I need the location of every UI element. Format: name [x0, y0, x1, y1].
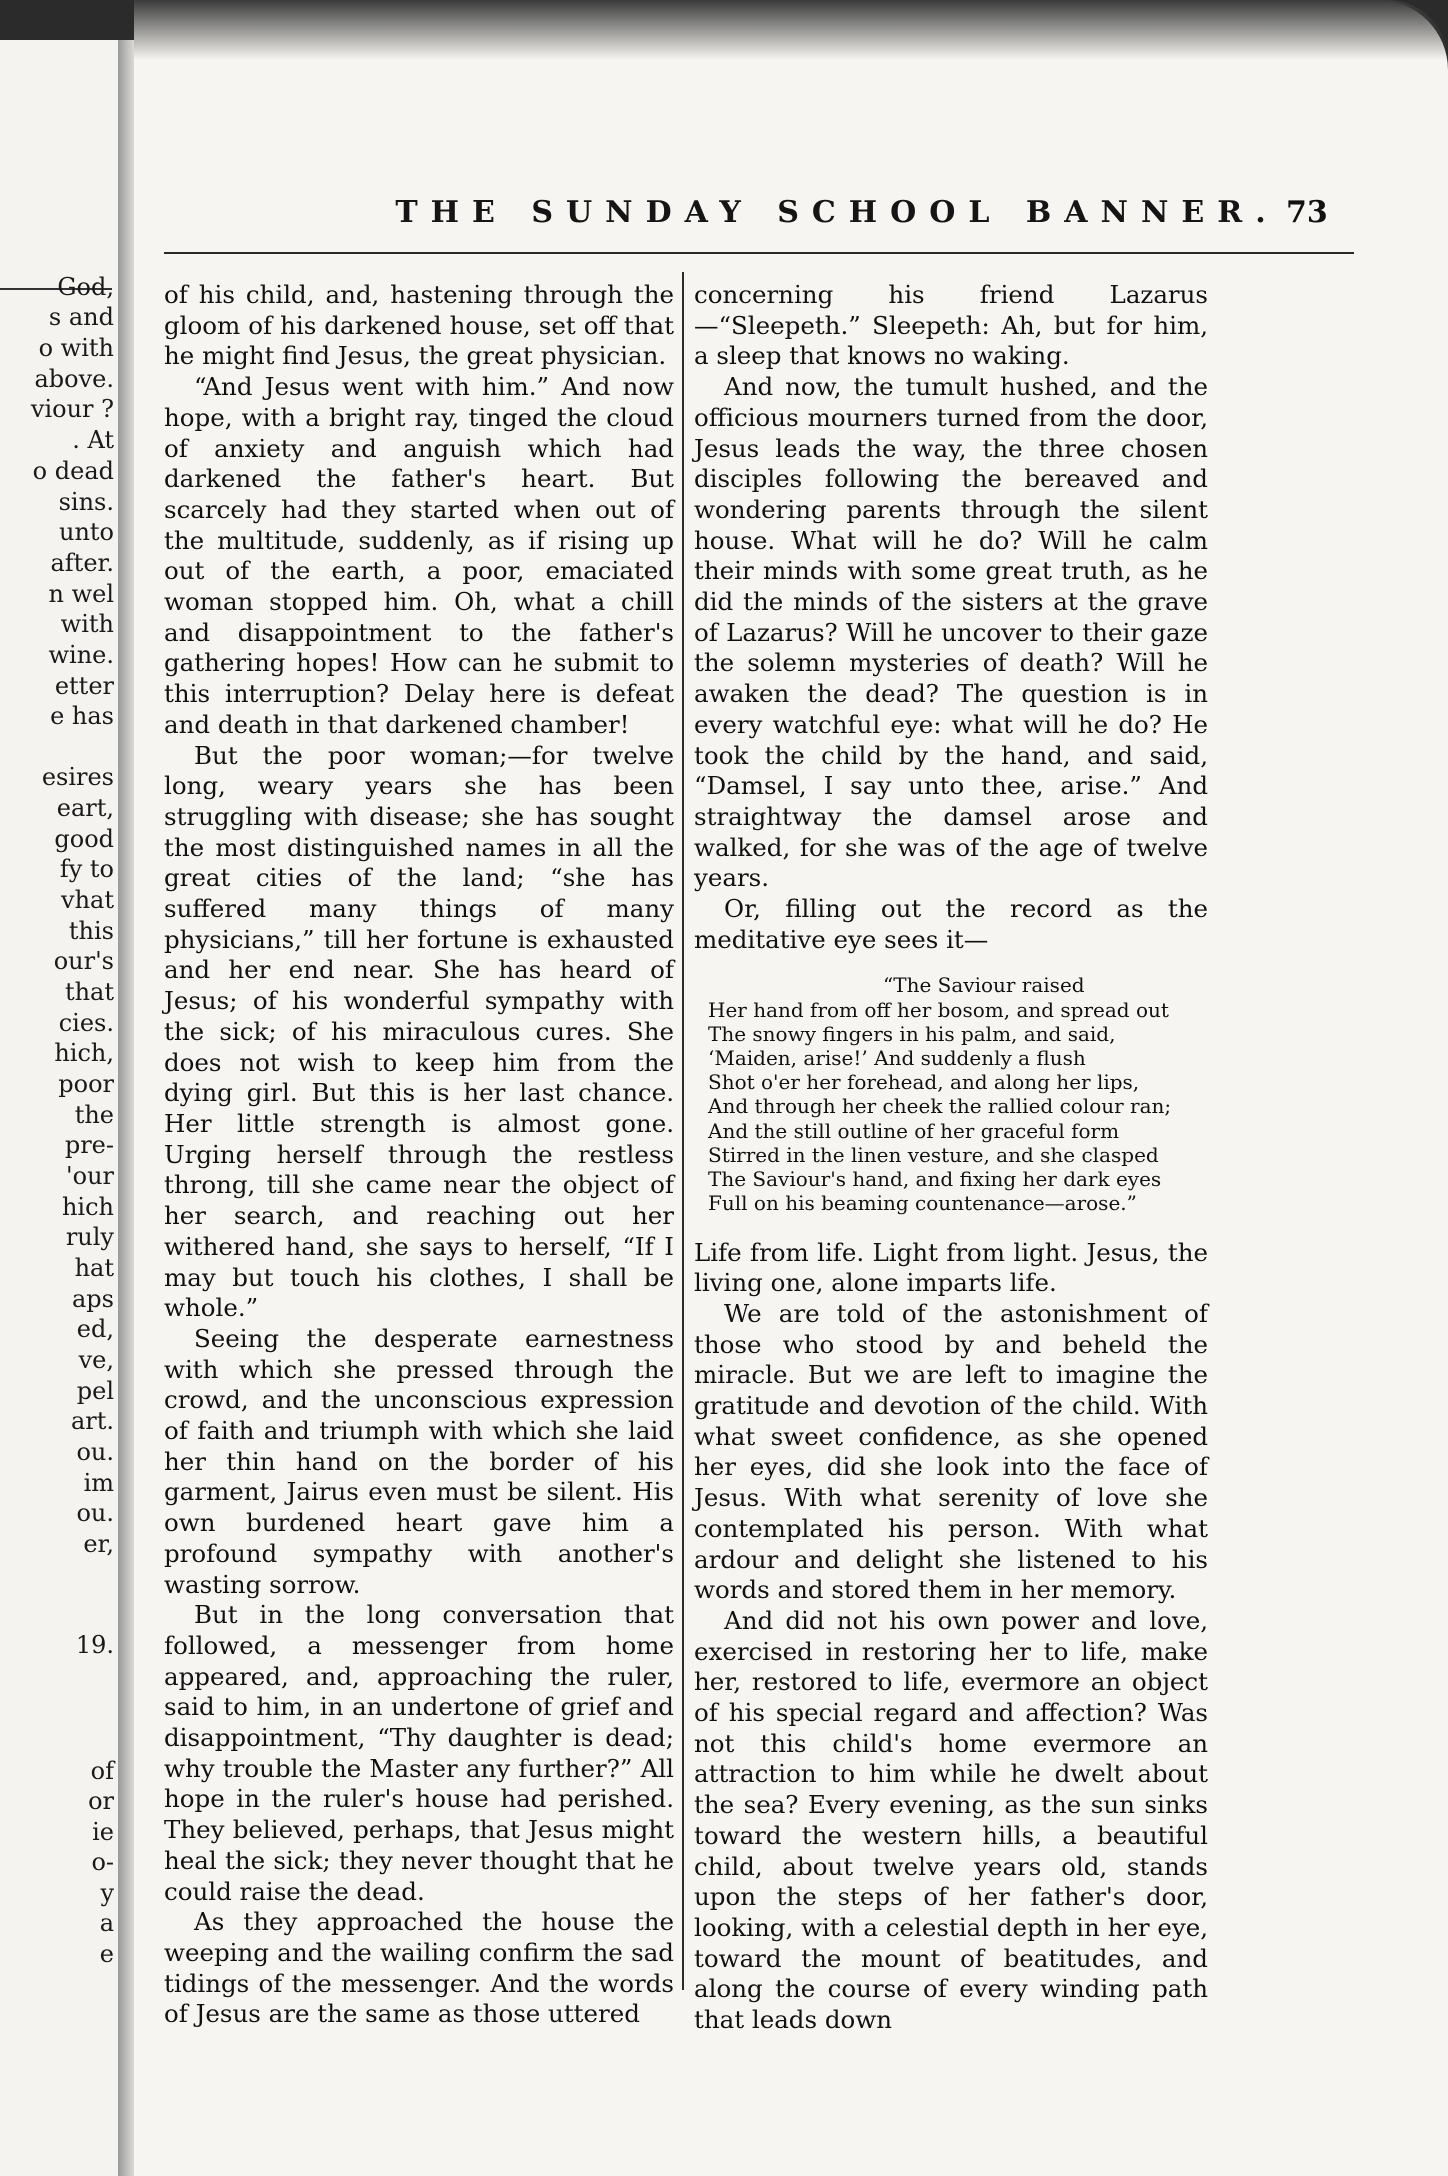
facing-page-fragment: o with	[38, 334, 114, 362]
facing-page-fragment: aps	[72, 1285, 114, 1313]
paragraph: And now, the tumult hushed, and the officious mourners turned from the door, Jesus leads the way, the three chosen disciples following the bereaved and wondering parents through the silent house. What will he do? Will he calm their minds with some great truth, as he did the minds of the sisters at the grave of Lazarus? Will he uncover to their gaze the solemn mysteries of death? Will he awaken the dead? The question is in every watchful eye: what will he do? He took the child by the hand, and said, “Damsel, I say unto thee, arise.” And straightway the damsel arose and walked, for she was of the age of twelve years.	[694, 372, 1208, 893]
facing-page-fragment: fy to	[59, 855, 114, 883]
facing-page-fragment: sins.	[58, 488, 114, 516]
left-column	[164, 280, 674, 2030]
facing-page-fragment: poor	[58, 1070, 114, 1098]
facing-page-edge	[0, 40, 121, 2176]
facing-page-fragment: the	[74, 1101, 114, 1129]
facing-page-fragment: esires	[41, 763, 114, 791]
facing-page-fragment: a	[99, 1909, 114, 1937]
facing-page-fragment: e has	[50, 702, 114, 730]
page-top-shadow	[134, 0, 1448, 60]
facing-page-fragment: vhat	[61, 886, 114, 914]
poem-quotation	[708, 973, 1208, 1215]
column-divider	[682, 272, 684, 1990]
facing-page-fragment: o dead	[32, 457, 114, 485]
paragraph: of his child, and, hastening through the gloom of his darkened house, set off that he might find Jesus, the great physician.	[164, 280, 674, 371]
facing-page-fragment: art.	[70, 1407, 114, 1435]
facing-page-fragment: of	[90, 1757, 114, 1785]
facing-page-fragment: wine.	[48, 641, 114, 669]
paragraph: Or, filling out the record as the meditative eye sees it—	[694, 894, 1208, 954]
facing-page-fragment: viour ?	[30, 395, 114, 423]
poem-line: The snowy fingers in his palm, and said,	[708, 1021, 1116, 1046]
facing-page-fragment: ve,	[78, 1346, 114, 1374]
page-number: 73	[1286, 195, 1328, 230]
poem-line: Stirred in the linen vesture, and she clasped	[708, 1142, 1159, 1167]
facing-page-fragment: er,	[83, 1530, 114, 1558]
poem-line: The Saviour's hand, and fixing her dark eyes	[708, 1167, 1162, 1192]
facing-page-fragment: ou.	[76, 1499, 114, 1527]
facing-page-fragment: hich	[61, 1193, 114, 1221]
facing-page-fragment: eart,	[56, 794, 114, 822]
facing-page-fragment: n wel	[48, 580, 114, 608]
paragraph: We are told of the astonishment of those who stood by and beheld the miracle. But we are left to imagine the gratitude and devotion of the child. With what sweet confidence, as she opened her eyes, did she look into the face of Jesus. With what serenity of love she contemplated his person. With what ardour and delight she listened to his words and stored them in her memory.	[694, 1298, 1208, 1605]
facing-page-fragment: hich,	[54, 1039, 114, 1067]
facing-page-fragment: o-	[91, 1848, 114, 1876]
paragraph: And did not his own power and love, exercised in restoring her to life, make her, restored to life, evermore an object of his special regard and affection? Was not this child's home evermore an attraction to him while he dwelt about the sea? Every evening, as the sun sinks toward the western hills, a beautiful child, about twelve years old, stands upon the steps of her father's door, looking, with a celestial depth in her eye, toward the mount of beatitudes, and along the course of every winding path that leads down	[694, 1605, 1208, 2035]
poem-line: Shot o'er her forehead, and along her lips,	[708, 1070, 1140, 1095]
facing-page-fragment: our's	[53, 947, 114, 975]
facing-page-fragment: ou.	[76, 1438, 114, 1466]
facing-page-fragment: ed,	[76, 1315, 114, 1343]
paragraph: Life from life. Light from light. Jesus, the living one, alone imparts life.	[694, 1237, 1208, 1298]
facing-page-fragment: e	[99, 1940, 114, 1968]
facing-page-fragment: cies.	[58, 1009, 114, 1037]
facing-page-fragment: y	[100, 1879, 114, 1907]
poem-line: Her hand from off her bosom, and spread out	[708, 997, 1169, 1022]
facing-page-fragment: good	[54, 825, 114, 853]
facing-page-fragment: . At	[72, 426, 114, 454]
facing-page-fragment: etter	[54, 672, 114, 700]
facing-page-fragment: ruly	[65, 1223, 114, 1251]
paragraph: concerning his friend Lazarus—“Sleepeth.” Sleepeth: Ah, but for him, a sleep that knows no waking.	[694, 280, 1208, 371]
facing-page-fragment: 'our	[66, 1162, 114, 1190]
paragraph: As they approached the house the weeping and the wailing confirm the sad tidings of the messenger. And the words of Jesus are the same as those uttered	[164, 1907, 674, 2029]
page	[134, 0, 1448, 2176]
paragraph: But the poor woman;—for twelve long, weary years she has been struggling with disease; she has sought the most distinguished names in all the great cities of the land; “she has suffered many things of many physicians,” till her fortune is exhausted and her end near. She has heard of Jesus; of his wonderful sympathy with the sick; of his miraculous cures. She does not wish to keep him from the dying girl. But this is her last chance. Her little strength is almost gone. Urging herself through the restless throng, till she came near the object of her search, and reaching out her withered hand, she says to herself, “If I may but touch his clothes, I shall be whole.”	[164, 740, 674, 1323]
facing-page-fragment: pre-	[64, 1131, 114, 1159]
poem-line: “The Saviour raised	[883, 973, 1085, 998]
right-column	[694, 280, 1208, 2036]
poem-line: And through her cheek the rallied colour ran;	[708, 1094, 1172, 1119]
poem-line: Full on his beaming countenance—arose.”	[708, 1191, 1137, 1216]
facing-page-fragment: this	[68, 917, 114, 945]
facing-page-fragment: with	[60, 610, 114, 638]
paragraph: But in the long conversation that followed, a messenger from home appeared, and, approaching the ruler, said to him, in an undertone of grief and disappointment, “Thy daughter is dead; why trouble the Master any further?” All hope in the ruler's house had perished. They believed, perhaps, that Jesus might heal the sick; they never thought that he could raise the dead.	[164, 1600, 674, 1906]
poem-line: ‘Maiden, arise!’ And suddenly a flush	[708, 1046, 1086, 1071]
facing-page-fragment: 19.	[75, 1631, 114, 1659]
paragraph: Seeing the desperate earnestness with which she pressed through the crowd, and the unconscious expression of faith and triumph with which she laid her thin hand on the border of his garment, Jairus even must be silent. His own burdened heart gave him a profound sympathy with another's wasting sorrow.	[164, 1323, 674, 1599]
facing-page-fragment: that	[64, 978, 114, 1006]
facing-page-fragment: im	[83, 1469, 114, 1497]
facing-page-fragment: unto	[58, 518, 114, 546]
facing-page-fragment: pel	[76, 1377, 114, 1405]
facing-page-fragment: or	[88, 1787, 114, 1815]
poem-line: And the still outline of her graceful form	[708, 1118, 1120, 1143]
facing-page-fragment: after.	[50, 549, 114, 577]
running-head: THE SUNDAY SCHOOL BANNER.	[395, 195, 1279, 230]
facing-page-fragment: God,	[57, 273, 114, 301]
facing-page-fragment: ie	[92, 1818, 114, 1846]
facing-page-fragment: s and	[48, 303, 114, 331]
header-rule	[164, 252, 1354, 254]
facing-page-fragment: hat	[74, 1254, 114, 1282]
facing-page-fragment: above.	[34, 365, 114, 393]
paragraph: “And Jesus went with him.” And now hope, with a bright ray, tinged the cloud of anxiety and anguish which had darkened the father's heart. But scarcely had they started when out of the multitude, suddenly, as if rising up out of the earth, a poor, emaciated woman stopped him. Oh, what a chill and disappointment to the father's gathering hopes! How can he submit to this interruption? Delay here is defeat and death in that darkened chamber!	[164, 372, 674, 739]
